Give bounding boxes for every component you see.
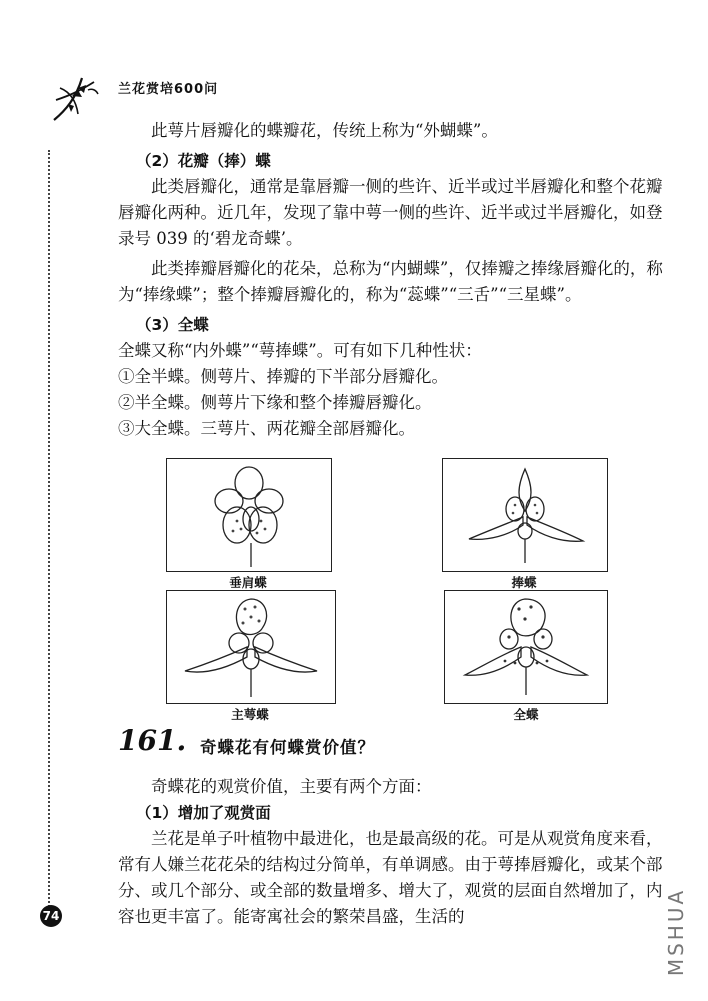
question-title: 奇蝶花有何蝶赏价值？	[200, 738, 375, 757]
orchid-flower-drawing-2	[443, 459, 607, 571]
section2-paragraph-2: 此类捧瓣唇瓣化的花朵，总称为“内蝴蝶”，仅捧瓣之捧缘唇瓣化的，称为“捧缘蝶”；整个捧瓣唇瓣化的，称为“蕊蝶”“三舌”“三星蝶”。	[118, 259, 663, 304]
orchid-flower-drawing-4	[445, 591, 607, 703]
section3-heading: （3）全蝶	[136, 316, 209, 334]
orchid-flower-drawing-1	[167, 459, 331, 571]
section2-paragraph-1: 此类唇瓣化，通常是靠唇瓣一侧的些许、近半或过半唇瓣化和整个花瓣唇瓣化两种。近几年，发现了靠中萼一侧的些许、近半或过半唇瓣化，如登录号 039 的‘碧龙奇蝶’。	[118, 177, 663, 248]
page-number: 74	[40, 905, 62, 927]
orchid-flower-drawing-3	[167, 591, 335, 703]
figure-chuijian-die	[166, 458, 332, 572]
figure-caption-2: 捧蝶	[511, 575, 537, 590]
watermark	[664, 880, 704, 990]
section2-heading: （2）花瓣（捧）蝶	[136, 152, 271, 170]
figure-quan-die	[444, 590, 608, 704]
running-header-title: 兰花赏培600问	[118, 82, 219, 97]
section3-list-item-2: ②半全蝶。侧萼片下缘和整个捧瓣唇瓣化。	[118, 393, 432, 412]
margin-dotted-rule	[48, 150, 50, 910]
question-number: 161.	[118, 724, 187, 757]
orchid-logo-icon	[48, 70, 108, 130]
watermark-text: MSHUA	[664, 887, 689, 977]
question-paragraph-1: 奇蝶花的观赏价值，主要有两个方面：	[151, 777, 432, 796]
question-paragraph-2: 兰花是单子叶植物中最进化，也是最高级的花。可是从观赏角度来看，常有人嫌兰花花朵的结构过分简单，有单调感。由于萼捧唇瓣化，或某个部分、或几个部分、或全部的数量增多、增大了，观赏的层面自然增加了，内容也更丰富了。能寄寓社会的繁荣昌盛，生活的	[118, 829, 663, 926]
section3-paragraph: 全蝶又称“内外蝶”“萼捧蝶”。可有如下几种性状：	[118, 341, 482, 360]
section3-list-item-3: ③大全蝶。三萼片、两花瓣全部唇瓣化。	[118, 419, 415, 438]
figure-peng-die	[442, 458, 608, 572]
section3-list-item-1: ①全半蝶。侧萼片、捧瓣的下半部分唇瓣化。	[118, 367, 448, 386]
question-sub-heading: （1）增加了观赏面	[136, 804, 271, 822]
intro-paragraph: 此萼片唇瓣化的蝶瓣花，传统上称为“外蝴蝶”。	[151, 121, 498, 140]
figure-zhue-die	[166, 590, 336, 704]
figure-caption-4: 全蝶	[513, 707, 539, 722]
figure-caption-1: 垂肩蝶	[229, 575, 267, 590]
figure-caption-3: 主萼蝶	[231, 707, 269, 722]
